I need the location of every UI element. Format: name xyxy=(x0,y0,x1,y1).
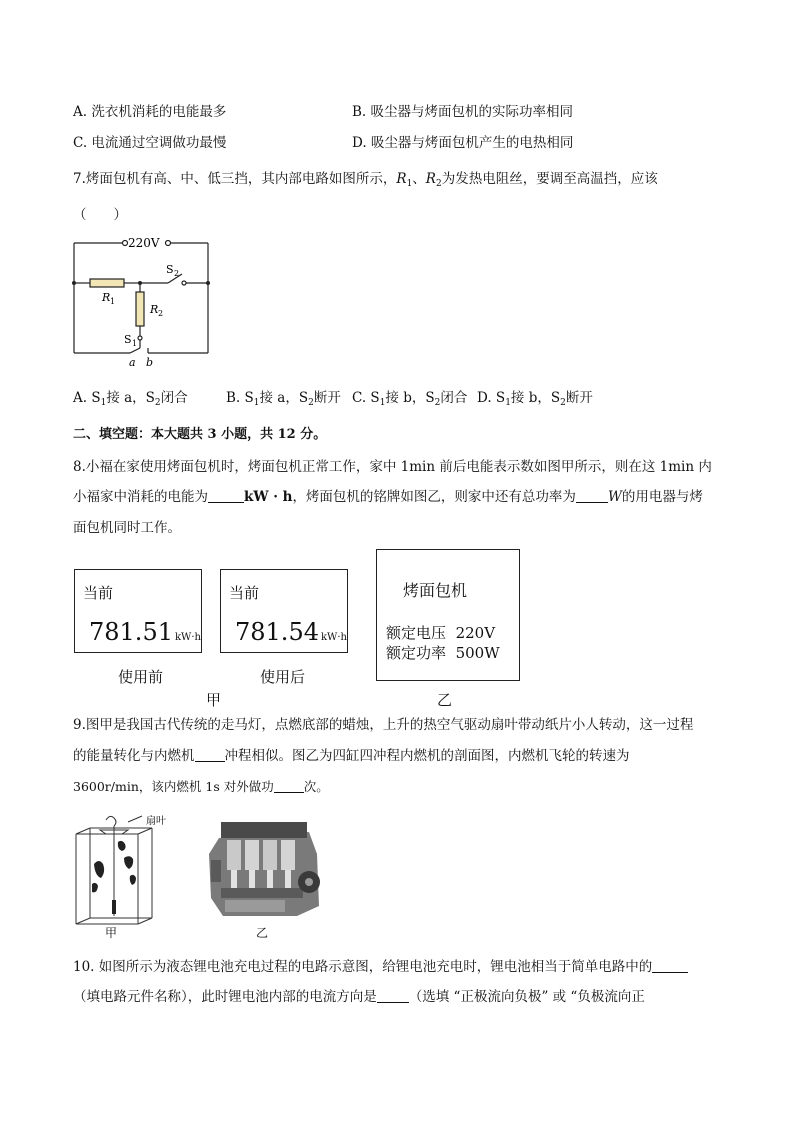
meter-after-reading: 781.54 kW·h xyxy=(235,618,347,646)
circuit-s2-subscript: 2 xyxy=(174,269,180,278)
nameplate-voltage-row: 额定电压 220V xyxy=(386,624,496,642)
circuit-r2-label: R xyxy=(150,303,159,316)
fan-blade-label: 扇叶 xyxy=(146,816,166,827)
circuit-s1-label: S xyxy=(124,333,132,346)
q7-stem: 7.烤面包机有高、中、低三挡，其内部电路如图所示，$R_1$、$R_2$为发热电阻丝，要调至高温挡，应该 xyxy=(73,171,658,189)
engine-cutaway-illustration xyxy=(205,818,323,920)
meter-before-reading: 781.51 kW·h xyxy=(89,618,201,646)
q7-option-c: C. $S_1$接 b，$S_2$闭合 xyxy=(352,390,468,408)
nameplate-title: 烤面包机 xyxy=(403,581,468,600)
figure-yi-caption: 乙 xyxy=(437,691,453,709)
figure-jia-caption: 甲 xyxy=(206,691,222,709)
q10-blank-1[interactable] xyxy=(652,960,688,973)
q7-circuit-diagram xyxy=(60,230,220,370)
circuit-s2-label: S xyxy=(166,263,174,276)
circuit-r1-label: R xyxy=(102,291,111,304)
q9-blank-2[interactable] xyxy=(274,780,304,793)
q9-line-2: 的能量转化与内燃机 冲程相似。图乙为四缸四冲程内燃机的剖面图，内燃机飞轮的转速为 xyxy=(73,748,630,764)
q7-answer-paren: （ ） xyxy=(73,207,127,223)
q7-option-b: B. $S_1$接 a，$S_2$断开 xyxy=(226,390,341,408)
circuit-terminal-b: b xyxy=(146,356,154,369)
meter-after-label: 当前 xyxy=(229,584,260,602)
engine-caption: 乙 xyxy=(256,926,269,940)
q8-line-3: 面包机同时工作。 xyxy=(73,520,181,536)
q6-option-d: D. 吸尘器与烤面包机产生的电热相同 xyxy=(352,135,574,151)
q9-line-1: 9.图甲是我国古代传统的走马灯，点燃底部的蜡烛，上升的热空气驱动扇叶带动纸片小人转动，这一过程 xyxy=(73,717,694,733)
q6-option-b: B. 吸尘器与烤面包机的实际功率相同 xyxy=(352,104,574,120)
circuit-voltage-label: 220V xyxy=(128,236,160,250)
meter-before-label: 当前 xyxy=(83,584,114,602)
circuit-r1-subscript: 1 xyxy=(110,297,116,306)
q10-line-1: 10. 如图所示为液态锂电池充电过程的电路示意图，给锂电池充电时，锂电池相当于简单电路中的 xyxy=(73,958,688,976)
circuit-s1-subscript: 1 xyxy=(132,339,138,348)
q6-option-c: C. 电流通过空调做功最慢 xyxy=(73,135,227,151)
q8-line-1: 8.小福在家使用烤面包机时，烤面包机正常工作，家中 1min 前后电能表示数如图甲所示，则在这 1min 内 xyxy=(73,459,712,475)
q8-blank-1[interactable] xyxy=(208,490,244,503)
q10-blank-2[interactable] xyxy=(377,990,409,1003)
q6-option-a: A. 洗衣机消耗的电能最多 xyxy=(73,104,227,120)
meter-before-box xyxy=(74,569,202,653)
q8-blank-2[interactable] xyxy=(576,490,608,503)
q9-line-3: 3600r/min，该内燃机 1s 对外做功 次。 xyxy=(73,779,329,794)
meter-before-caption: 使用前 xyxy=(118,668,164,686)
q7-option-a: A. $S_1$接 a，$S_2$闭合 xyxy=(73,390,188,408)
meter-after-caption: 使用后 xyxy=(260,668,306,686)
toaster-nameplate xyxy=(376,549,520,681)
q10-line-2: （填电路元件名称），此时锂电池内部的电流方向是 （选填 “正极流向负极” 或 “负极流向正 xyxy=(73,989,645,1005)
circuit-r2-subscript: 2 xyxy=(158,309,164,318)
q8-line-2: 小福家中消耗的电能为 kW · h，烤面包机的铭牌如图乙，则家中还有总功率为 W的用电器与烤 xyxy=(73,489,703,505)
q7-option-d: D. $S_1$接 b，$S_2$断开 xyxy=(477,390,593,408)
q9-blank-1[interactable] xyxy=(195,749,225,762)
lantern-caption: 甲 xyxy=(105,926,118,940)
circuit-terminal-a: a xyxy=(129,356,136,369)
section-title: 二、填空题：本大题共 3 小题，共 12 分。 xyxy=(73,427,327,442)
nameplate-power-row: 额定功率 500W xyxy=(386,644,500,662)
meter-after-box xyxy=(220,569,348,653)
lantern-illustration xyxy=(70,812,180,940)
